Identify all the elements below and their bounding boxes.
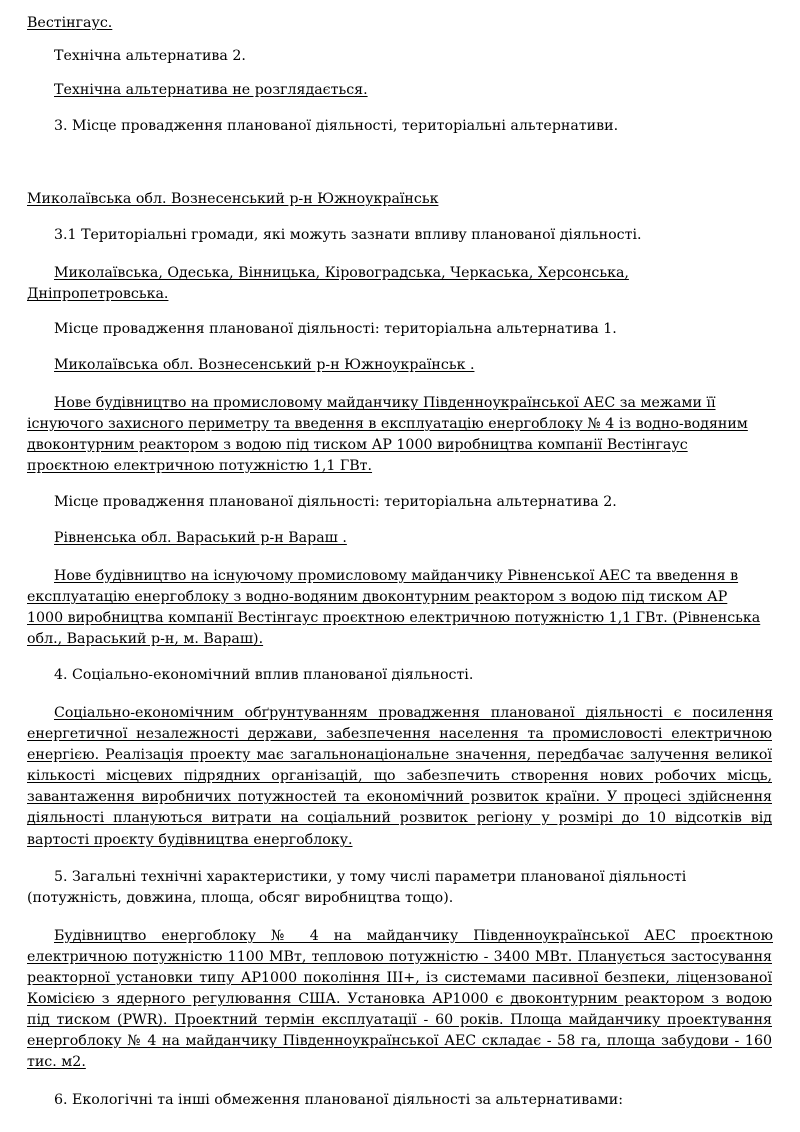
text-line: (потужність, довжина, площа, обсяг виробництва тощо). xyxy=(27,890,454,906)
text-line: енергією. Реалізація проекту має загальнонаціональне значення, передбачає залучення великої xyxy=(27,747,772,763)
text-line: двоконтурним реактором з водою під тиском АР 1000 виробництва компанії Вестінгаус xyxy=(27,437,688,453)
text-line: діяльності плануються витрати на соціальний розвиток регіону у розмірі до 10 відсотків від xyxy=(27,810,772,826)
section-heading: 5. Загальні технічні характеристики, у тому числі параметри планованої діяльності xyxy=(54,869,687,885)
text-line: Миколаївська обл. Вознесенський р-н Южноукраїнськ . xyxy=(54,357,475,373)
text-line: енергетичної незалежності держави, забезпечення населення та промисловості електричною xyxy=(27,726,772,742)
text-line: Комісією з ядерного регулювання США. Установка АР1000 є двоконтурним реактором з водою xyxy=(27,991,772,1007)
text-line: реакторної установки типу АР1000 покоління III+, із системами пасивної безпеки, ліцензованої xyxy=(27,970,772,986)
text-line: Дніпропетровська. xyxy=(27,286,169,302)
text-line: Технічна альтернатива не розглядається. xyxy=(54,82,368,98)
text-line: обл., Вараський р-н, м. Вараш). xyxy=(27,631,264,647)
section-heading: 3. Місце провадження планованої діяльності, територіальні альтернативи. xyxy=(54,118,619,134)
text-line: Рівненська обл. Вараський р-н Вараш . xyxy=(54,530,347,546)
section-heading: 4. Соціально-економічний вплив планованої діяльності. xyxy=(54,667,474,683)
text-line: кількості місцевих підрядних організацій, що забезпечить створення нових робочих місць, xyxy=(27,768,772,784)
text-line: електричною потужністю 1100 МВт, тепловою потужністю - 3400 МВт. Планується застосування xyxy=(27,949,772,965)
text-line: 1000 виробництва компанії Вестінгаус проєктною електричною потужністю 1,1 ГВт. (Рівненська xyxy=(27,610,761,626)
section-heading: 6. Екологічні та інші обмеження планованої діяльності за альтернативами: xyxy=(54,1092,623,1108)
text-line: Нове будівництво на промисловому майданчику Південноукраїнської АЕС за межами її xyxy=(54,395,716,411)
text-line: Технічна альтернатива 2. xyxy=(54,48,246,64)
text-line: Вестінгаус. xyxy=(27,15,113,31)
text-line: Місце провадження планованої діяльності: територіальна альтернатива 2. xyxy=(54,494,617,510)
text-line: проєктною електричною потужністю 1,1 ГВт. xyxy=(27,458,373,474)
text-line: існуючого захисного периметру та введення в експлуатацію енергоблоку № 4 із водно-водяним xyxy=(27,416,748,432)
text-line: завантаження виробничих потужностей та економічний розвиток країни. У процесі здійснення xyxy=(27,789,772,805)
text-line: енергоблоку № 4 на майданчику Південноукраїнської АЕС складає - 58 га, площа забудови - 160 xyxy=(27,1033,772,1049)
text-line: Місце провадження планованої діяльності: територіальна альтернатива 1. xyxy=(54,321,617,337)
text-line: тис. м2. xyxy=(27,1054,86,1070)
text-line: Соціально-економічним обґрунтуванням провадження планованої діяльності є посилення xyxy=(54,705,773,721)
text-line: експлуатацію енергоблоку з водно-водяним двоконтурним реактором з водою під тиском АР xyxy=(27,589,728,605)
text-line: під тиском (PWR). Проектний термін експлуатації - 60 років. Площа майданчику проектування xyxy=(27,1012,772,1028)
text-line: Будівництво енергоблоку № 4 на майданчику Південноукраїнської АЕС проєктною xyxy=(54,928,773,944)
text-line: Миколаївська обл. Вознесенський р-н Южноукраїнськ xyxy=(27,191,439,207)
text-line: Миколаївська, Одеська, Вінницька, Кіровоградська, Черкаська, Херсонська, xyxy=(54,265,629,281)
text-line: вартості проєкту будівництва енергоблоку. xyxy=(27,832,353,848)
text-line: Нове будівництво на існуючому промисловому майданчику Рівненської АЕС та введення в xyxy=(54,568,739,584)
section-heading: 3.1 Територіальні громади, які можуть зазнати впливу планованої діяльності. xyxy=(54,227,642,243)
